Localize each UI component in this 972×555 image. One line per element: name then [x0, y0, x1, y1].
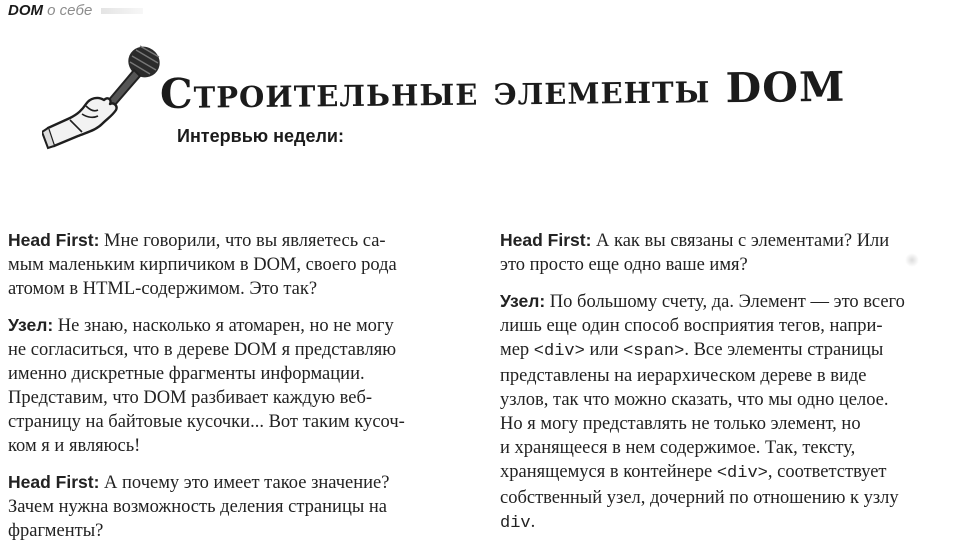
paragraph-head-first-1 — [8, 228, 478, 301]
code-span: <span> — [623, 342, 685, 361]
text-line: представлены на иерархическом дереве в виде — [500, 366, 867, 386]
text-line: . Все элементы страницы — [684, 340, 884, 360]
text-line: . — [530, 512, 536, 532]
text-line: Но я могу представлять не только элемент, но — [500, 414, 861, 434]
right-column — [500, 228, 968, 548]
running-header — [8, 2, 143, 19]
code-div: <div> — [716, 464, 768, 483]
speaker-label: Узел: — [500, 291, 546, 311]
text-line: не согласиться, что в дереве DOM я представляю — [8, 340, 397, 360]
text-line: мер — [500, 340, 534, 360]
left-column — [8, 228, 478, 555]
code-div: div — [500, 514, 531, 533]
text-line: фрагменты? — [8, 521, 104, 541]
speaker-label: Head First: — [8, 230, 100, 250]
paragraph-node-2 — [500, 289, 968, 536]
scan-speck — [905, 253, 919, 267]
paragraph-node-1 — [8, 313, 478, 458]
text-line: и хранящееся в нем содержимое. Так, тексту, — [500, 438, 856, 458]
text-line: Не знаю, насколько я атомарен, но не могу — [53, 316, 394, 336]
running-header-decoration — [101, 8, 143, 14]
running-header-title: DOM — [8, 2, 43, 19]
text-line: это просто еще одно ваше имя? — [500, 255, 748, 275]
text-line: А почему это имеет такое значение? — [99, 473, 390, 493]
speaker-label: Head First: — [8, 472, 100, 492]
text-line: именно дискретные фрагменты информации. — [8, 364, 365, 384]
speaker-label: Узел: — [8, 315, 54, 335]
code-div: <div> — [533, 342, 585, 361]
text-line: мым маленьким кирпичиком в DOM, своего рода — [8, 255, 397, 275]
text-line: Мне говорили, что вы являетесь са- — [99, 231, 386, 251]
paragraph-head-first-2 — [8, 470, 478, 543]
text-line: атомом в HTML-содержимом. Это так? — [8, 279, 318, 299]
text-line: лишь еще один способ восприятия тегов, напри- — [500, 316, 883, 336]
text-line: , соответствует — [767, 462, 887, 482]
running-header-subtitle: о себе — [47, 2, 93, 19]
text-line: собственный узел, дочерний по отношению к узлу — [500, 488, 899, 508]
page-title: Строительные элементы DOM — [159, 62, 846, 118]
speaker-label: Head First: — [500, 230, 592, 250]
text-line: страницу на байтовые кусочки... Вот таким кусоч- — [8, 412, 405, 432]
paragraph-head-first-3 — [500, 228, 968, 277]
microphone-hand-icon — [42, 40, 172, 150]
text-line: ком я и являюсь! — [8, 436, 141, 456]
interview-subtitle: Интервью недели: — [177, 126, 344, 146]
text-line: А как вы связаны с элементами? Или — [591, 231, 890, 251]
text-line: узлов, так что можно сказать, что мы одно целое. — [500, 390, 889, 410]
text-line: хранящемуся в контейнере — [500, 462, 717, 482]
text-line: Зачем нужна возможность деления страницы на — [8, 497, 388, 517]
text-line: или — [584, 340, 624, 360]
hand-icon — [48, 98, 117, 146]
text-line: Представим, что DOM разбивает каждую веб- — [8, 388, 373, 408]
text-line: По большому счету, да. Элемент — это всего — [545, 292, 905, 312]
